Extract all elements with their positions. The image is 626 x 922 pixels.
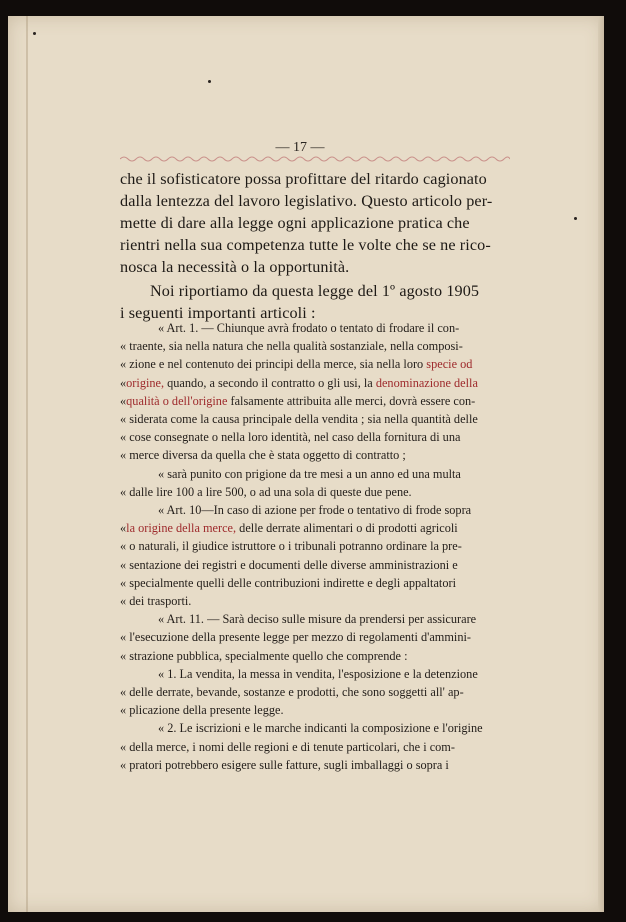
line-text: « Art. 1. — Chiunque avrà frodato o tentato di frodare il con- xyxy=(158,321,460,335)
line-text: « sentazione dei registri e documenti delle diverse amministrazioni e xyxy=(120,557,458,572)
article-line xyxy=(120,412,478,427)
text-line: dalla lentezza del lavoro legislativo. Questo articolo per- xyxy=(120,192,493,210)
line-text: « dei trasporti. xyxy=(120,594,192,608)
line-text: « Art. 11. — Sarà deciso sulle misure da prendersi per assicurare xyxy=(158,612,477,627)
line-text: « o naturali, il giudice istruttore o i tribunali potranno ordinare la pre- xyxy=(120,539,462,554)
highlighted-text: qualità o dell'origine xyxy=(126,393,228,408)
line-text: « cose consegnate o nella loro identità, nel caso della fornitura di una xyxy=(120,430,461,445)
line-text: « delle derrate, bevande, sostanze e prodotti, che sono soggetti all' ap- xyxy=(120,685,464,699)
line-text: « plicazione della presente legge. xyxy=(120,703,284,718)
document-page xyxy=(8,16,604,912)
article-line xyxy=(120,740,455,755)
page-fold-shadow xyxy=(26,16,28,912)
line-text: delle derrate alimentari o di prodotti agricoli xyxy=(236,521,458,536)
decorative-wavy-rule xyxy=(120,154,510,164)
line-text: « xyxy=(120,375,127,390)
line-text: « dalle lire 100 a lire 500, o ad una sola di queste due pene. xyxy=(120,484,412,499)
highlighted-text: specie od xyxy=(426,357,473,372)
line-text: « siderata come la causa principale della vendita ; sia nella quantità delle xyxy=(120,412,478,426)
line-text: « Art. 10—In caso di azione per frode o tentativo di frode sopra xyxy=(158,503,472,517)
article-line xyxy=(120,430,460,445)
article-line xyxy=(120,467,461,482)
line-text: quando, a secondo il contratto o gli usi, la xyxy=(164,375,376,390)
line-text: « specialmente quelli delle contribuzioni indirette e degli appaltatori xyxy=(120,575,456,590)
article-line xyxy=(120,394,475,409)
article-line xyxy=(120,721,483,736)
article-line xyxy=(120,485,412,500)
speck xyxy=(33,32,36,35)
article-line xyxy=(120,758,449,773)
text-line: rientri nella sua competenza tutte le volte che se ne rico- xyxy=(120,236,491,254)
line-text: « merce diversa da quella che è stata oggetto di contratto ; xyxy=(120,448,406,463)
article-line xyxy=(120,558,458,573)
line-text: « 2. Le iscrizioni e le marche indicanti la composizione e l'origine xyxy=(158,721,483,736)
line-text: « 1. La vendita, la messa in vendita, l'esposizione e la detenzione xyxy=(158,666,478,681)
article-line xyxy=(120,339,463,354)
text-line: Noi riportiamo da questa legge del 1º agosto 1905 xyxy=(150,282,480,300)
text-line: mette di dare alla legge ogni applicazione pratica che xyxy=(120,214,470,232)
line-text: « xyxy=(120,393,127,408)
page-edge xyxy=(598,16,604,912)
text-line: che il sofisticatore possa profittare del ritardo cagionato xyxy=(120,170,487,188)
line-text: « xyxy=(120,521,127,536)
article-line xyxy=(120,594,191,609)
article-line xyxy=(120,703,284,718)
highlighted-text: denominazione della xyxy=(375,375,478,390)
article-line xyxy=(120,612,476,627)
article-line xyxy=(120,321,459,336)
speck xyxy=(574,217,577,220)
speck xyxy=(208,80,211,83)
article-line xyxy=(120,376,478,391)
highlighted-text: origine, xyxy=(126,375,165,390)
article-line xyxy=(120,667,478,682)
line-text: « strazione pubblica, specialmente quello che comprende : xyxy=(120,648,408,663)
line-text: « l'esecuzione della presente legge per mezzo di regolamenti d'ammini- xyxy=(120,630,471,645)
article-line xyxy=(120,503,471,518)
article-line xyxy=(120,630,471,645)
article-line xyxy=(120,649,408,664)
article-line xyxy=(120,357,472,372)
text-line: i seguenti importanti articoli : xyxy=(120,304,316,322)
article-line xyxy=(120,576,456,591)
page-number: — 17 — xyxy=(275,140,325,155)
line-text: « pratori potrebbero esigere sulle fatture, sugli imballaggi o sopra i xyxy=(120,757,449,772)
article-line xyxy=(120,539,462,554)
line-text: « della merce, i nomi delle regioni e di tenute particolari, che i com- xyxy=(120,739,455,754)
text-line: nosca la necessità o la opportunità. xyxy=(120,258,350,276)
article-line xyxy=(120,448,406,463)
article-line xyxy=(120,521,458,536)
highlighted-text: la origine della merce, xyxy=(126,521,237,536)
line-text: « sarà punito con prigione da tre mesi a un anno ed una multa xyxy=(158,466,461,481)
line-text: « traente, sia nella natura che nella qualità sostanziale, nella composi- xyxy=(120,339,463,354)
line-text: « zione e nel contenuto dei principi della merce, sia nella loro xyxy=(120,357,427,372)
line-text: falsamente attribuita alle merci, dovrà essere con- xyxy=(227,393,476,408)
article-line xyxy=(120,685,464,700)
